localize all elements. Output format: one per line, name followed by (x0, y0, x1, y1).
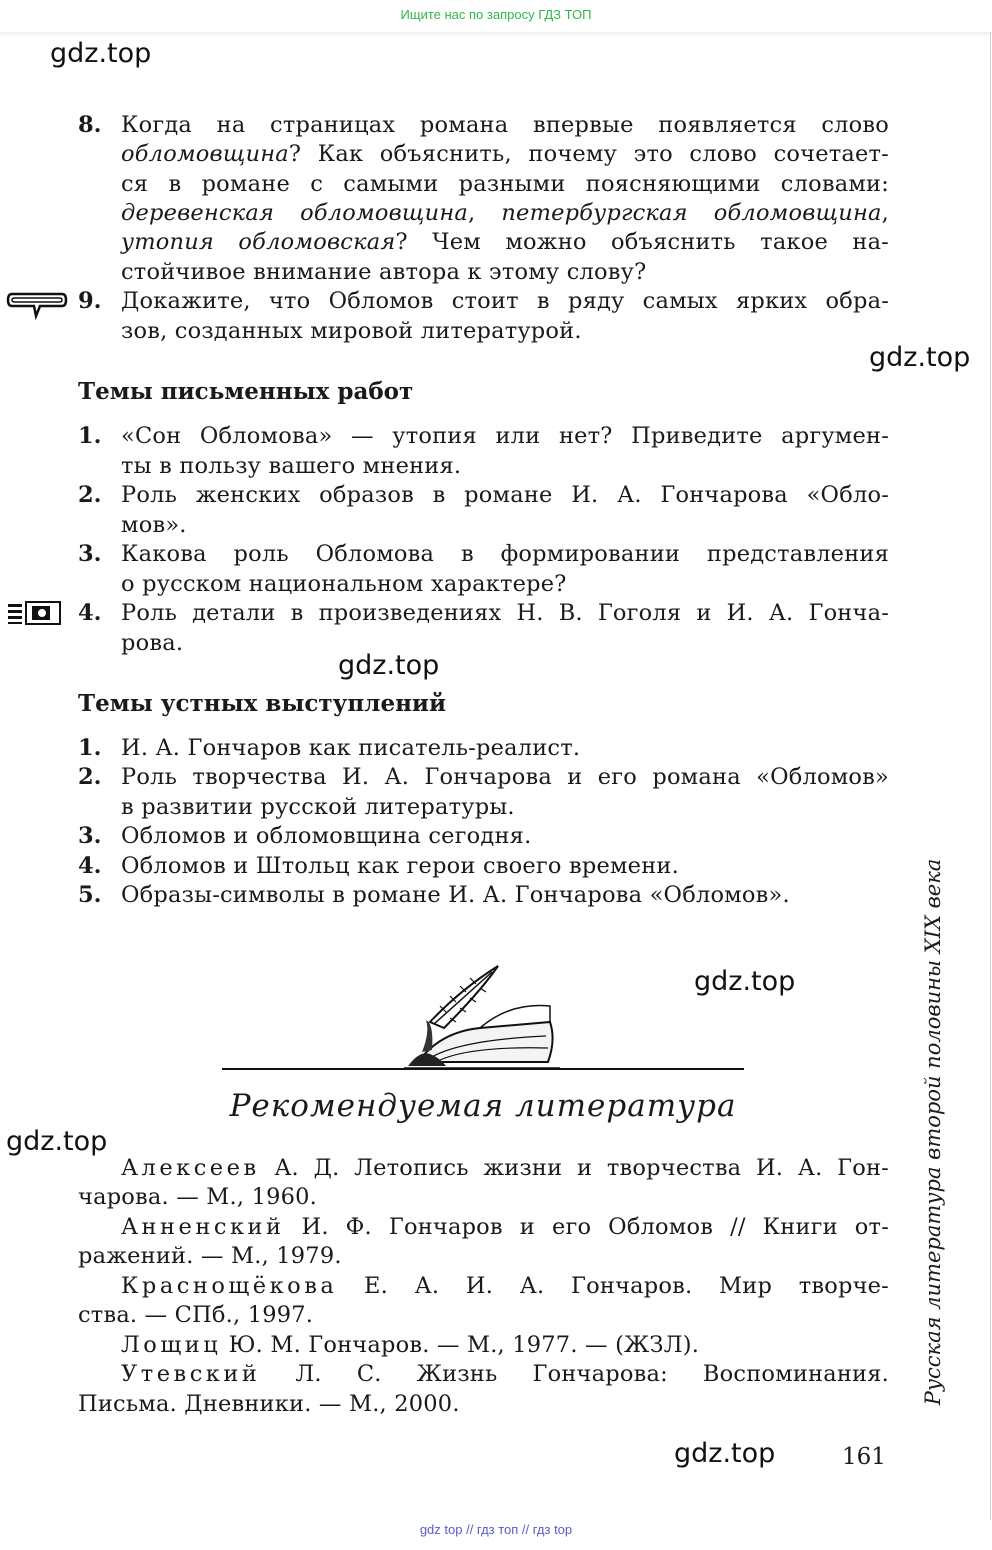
text-span: Е. А. И. А. Гончаров. Мир творче- (337, 1273, 889, 1299)
bib-line: Письма. Дневники. — М., 2000. (78, 1391, 460, 1417)
text-line: Обломов и Штольц как герои своего времени. (121, 853, 679, 879)
text-span: И. Ф. Гончаров и его Обломов // Книги от- (284, 1214, 889, 1240)
text-line: в развитии русской литературы. (121, 794, 515, 820)
item-number: 1. (78, 735, 102, 761)
speech-bubble-icon (6, 290, 68, 322)
text-line: мов». (121, 512, 187, 538)
text-span: ? Чем можно объяснить такое на- (395, 229, 889, 255)
item-number: 4. (78, 600, 102, 626)
bib-line (121, 1154, 889, 1183)
item-number: 4. (78, 853, 102, 879)
watermark: gdz.top (694, 966, 796, 997)
footer-links[interactable] (0, 1522, 992, 1537)
literature-heading: Рекомендуемая литература (229, 1088, 737, 1124)
text-span: А. Д. Летопись жизни и творчества И. А. Гон- (259, 1155, 889, 1181)
text-span: , (467, 200, 502, 226)
italic-term: деревенская обломовщина (121, 200, 468, 226)
page-edge-line (990, 32, 991, 1520)
text-line: ты в пользу вашего мнения. (121, 453, 462, 479)
italic-term: петербургская обломовщина (501, 200, 882, 226)
text-line: стойчивое внимание автора к этому слову? (121, 259, 647, 285)
top-banner[interactable] (0, 0, 992, 32)
text-line (121, 140, 889, 169)
watermark: gdz.top (869, 342, 971, 373)
text-line: И. А. Гончаров как писатель-реалист. (121, 735, 581, 761)
bib-author: Краснощёкова (121, 1273, 338, 1299)
question-number: 8. (78, 112, 102, 138)
text-line: зов, созданных мировой литературой. (121, 318, 582, 344)
bib-line: чарова. — М., 1960. (78, 1184, 317, 1210)
text-line: Роль женских образов в романе И. А. Гончарова «Обло- (121, 482, 889, 508)
side-caption-text: Русская литература второй половины XIX века (921, 858, 945, 1406)
section-heading: Темы письменных работ (78, 378, 414, 405)
bib-line: ства. — СПб., 1997. (78, 1302, 314, 1328)
italic-term: утопия обломовская (121, 229, 396, 255)
bib-line (121, 1360, 889, 1389)
item-number: 2. (78, 482, 102, 508)
bib-line (121, 1272, 889, 1301)
text-line: Роль творчества И. А. Гончарова и его романа «Обломов» (121, 764, 889, 790)
text-line: Роль детали в произведениях Н. В. Гоголя и И. А. Гонча- (121, 600, 889, 626)
text-span: ? Как объяснить, почему это слово сочетает- (288, 141, 889, 167)
text-span: , (881, 200, 889, 226)
text-line: о русском национальном характере? (121, 571, 567, 597)
quill-book-illustration (400, 962, 564, 1070)
watermark: gdz.top (6, 1126, 108, 1157)
question-number: 9. (78, 288, 102, 314)
bib-line (121, 1331, 889, 1360)
watermark: gdz.top (338, 650, 440, 681)
italic-term: обломовщина (121, 141, 289, 167)
item-number: 1. (78, 423, 102, 449)
item-number: 2. (78, 764, 102, 790)
bib-author: Анненский (121, 1214, 285, 1240)
page-number: 161 (842, 1444, 886, 1470)
text-line: ся в романе с самыми разными поясняющими словами: (121, 171, 889, 197)
text-line: Когда на страницах романа впервые появляется слово (121, 112, 889, 138)
text-line (121, 228, 889, 257)
text-line: Обломов и обломовщина сегодня. (121, 823, 532, 849)
bib-author: Утевский (121, 1361, 261, 1387)
text-span: Л. С. Жизнь Гончарова: Воспоминания. (260, 1361, 889, 1387)
text-span: Ю. М. Гончаров. — М., 1977. — (ЖЗЛ). (221, 1332, 700, 1358)
item-number: 3. (78, 823, 102, 849)
section-divider (222, 1068, 744, 1070)
text-and-media-icon (6, 600, 62, 626)
text-line: Какова роль Обломова в формировании представления (121, 541, 889, 567)
bib-author: Лощиц (121, 1332, 222, 1358)
watermark: gdz.top (674, 1438, 776, 1469)
bib-line: ражений. — М., 1979. (78, 1243, 342, 1269)
item-number: 5. (78, 882, 102, 908)
text-line: Докажите, что Обломов стоит в ряду самых ярких обра- (121, 288, 889, 314)
bib-line (121, 1213, 889, 1242)
text-line (121, 199, 889, 228)
text-line: Образы-символы в романе И. А. Гончарова «Обломов». (121, 882, 790, 908)
item-number: 3. (78, 541, 102, 567)
bib-author: Алексеев (121, 1155, 260, 1181)
text-line: «Сон Обломова» — утопия или нет? Приведите аргумен- (121, 423, 889, 449)
text-line: рова. (121, 630, 184, 656)
section-heading: Темы устных выступлений (78, 690, 447, 717)
top-banner-text[interactable]: Ищите нас по запросу ГДЗ ТОП (400, 7, 592, 22)
footer-text[interactable]: gdz top // гдз топ // гдз top (419, 1522, 573, 1537)
watermark: gdz.top (50, 38, 152, 69)
